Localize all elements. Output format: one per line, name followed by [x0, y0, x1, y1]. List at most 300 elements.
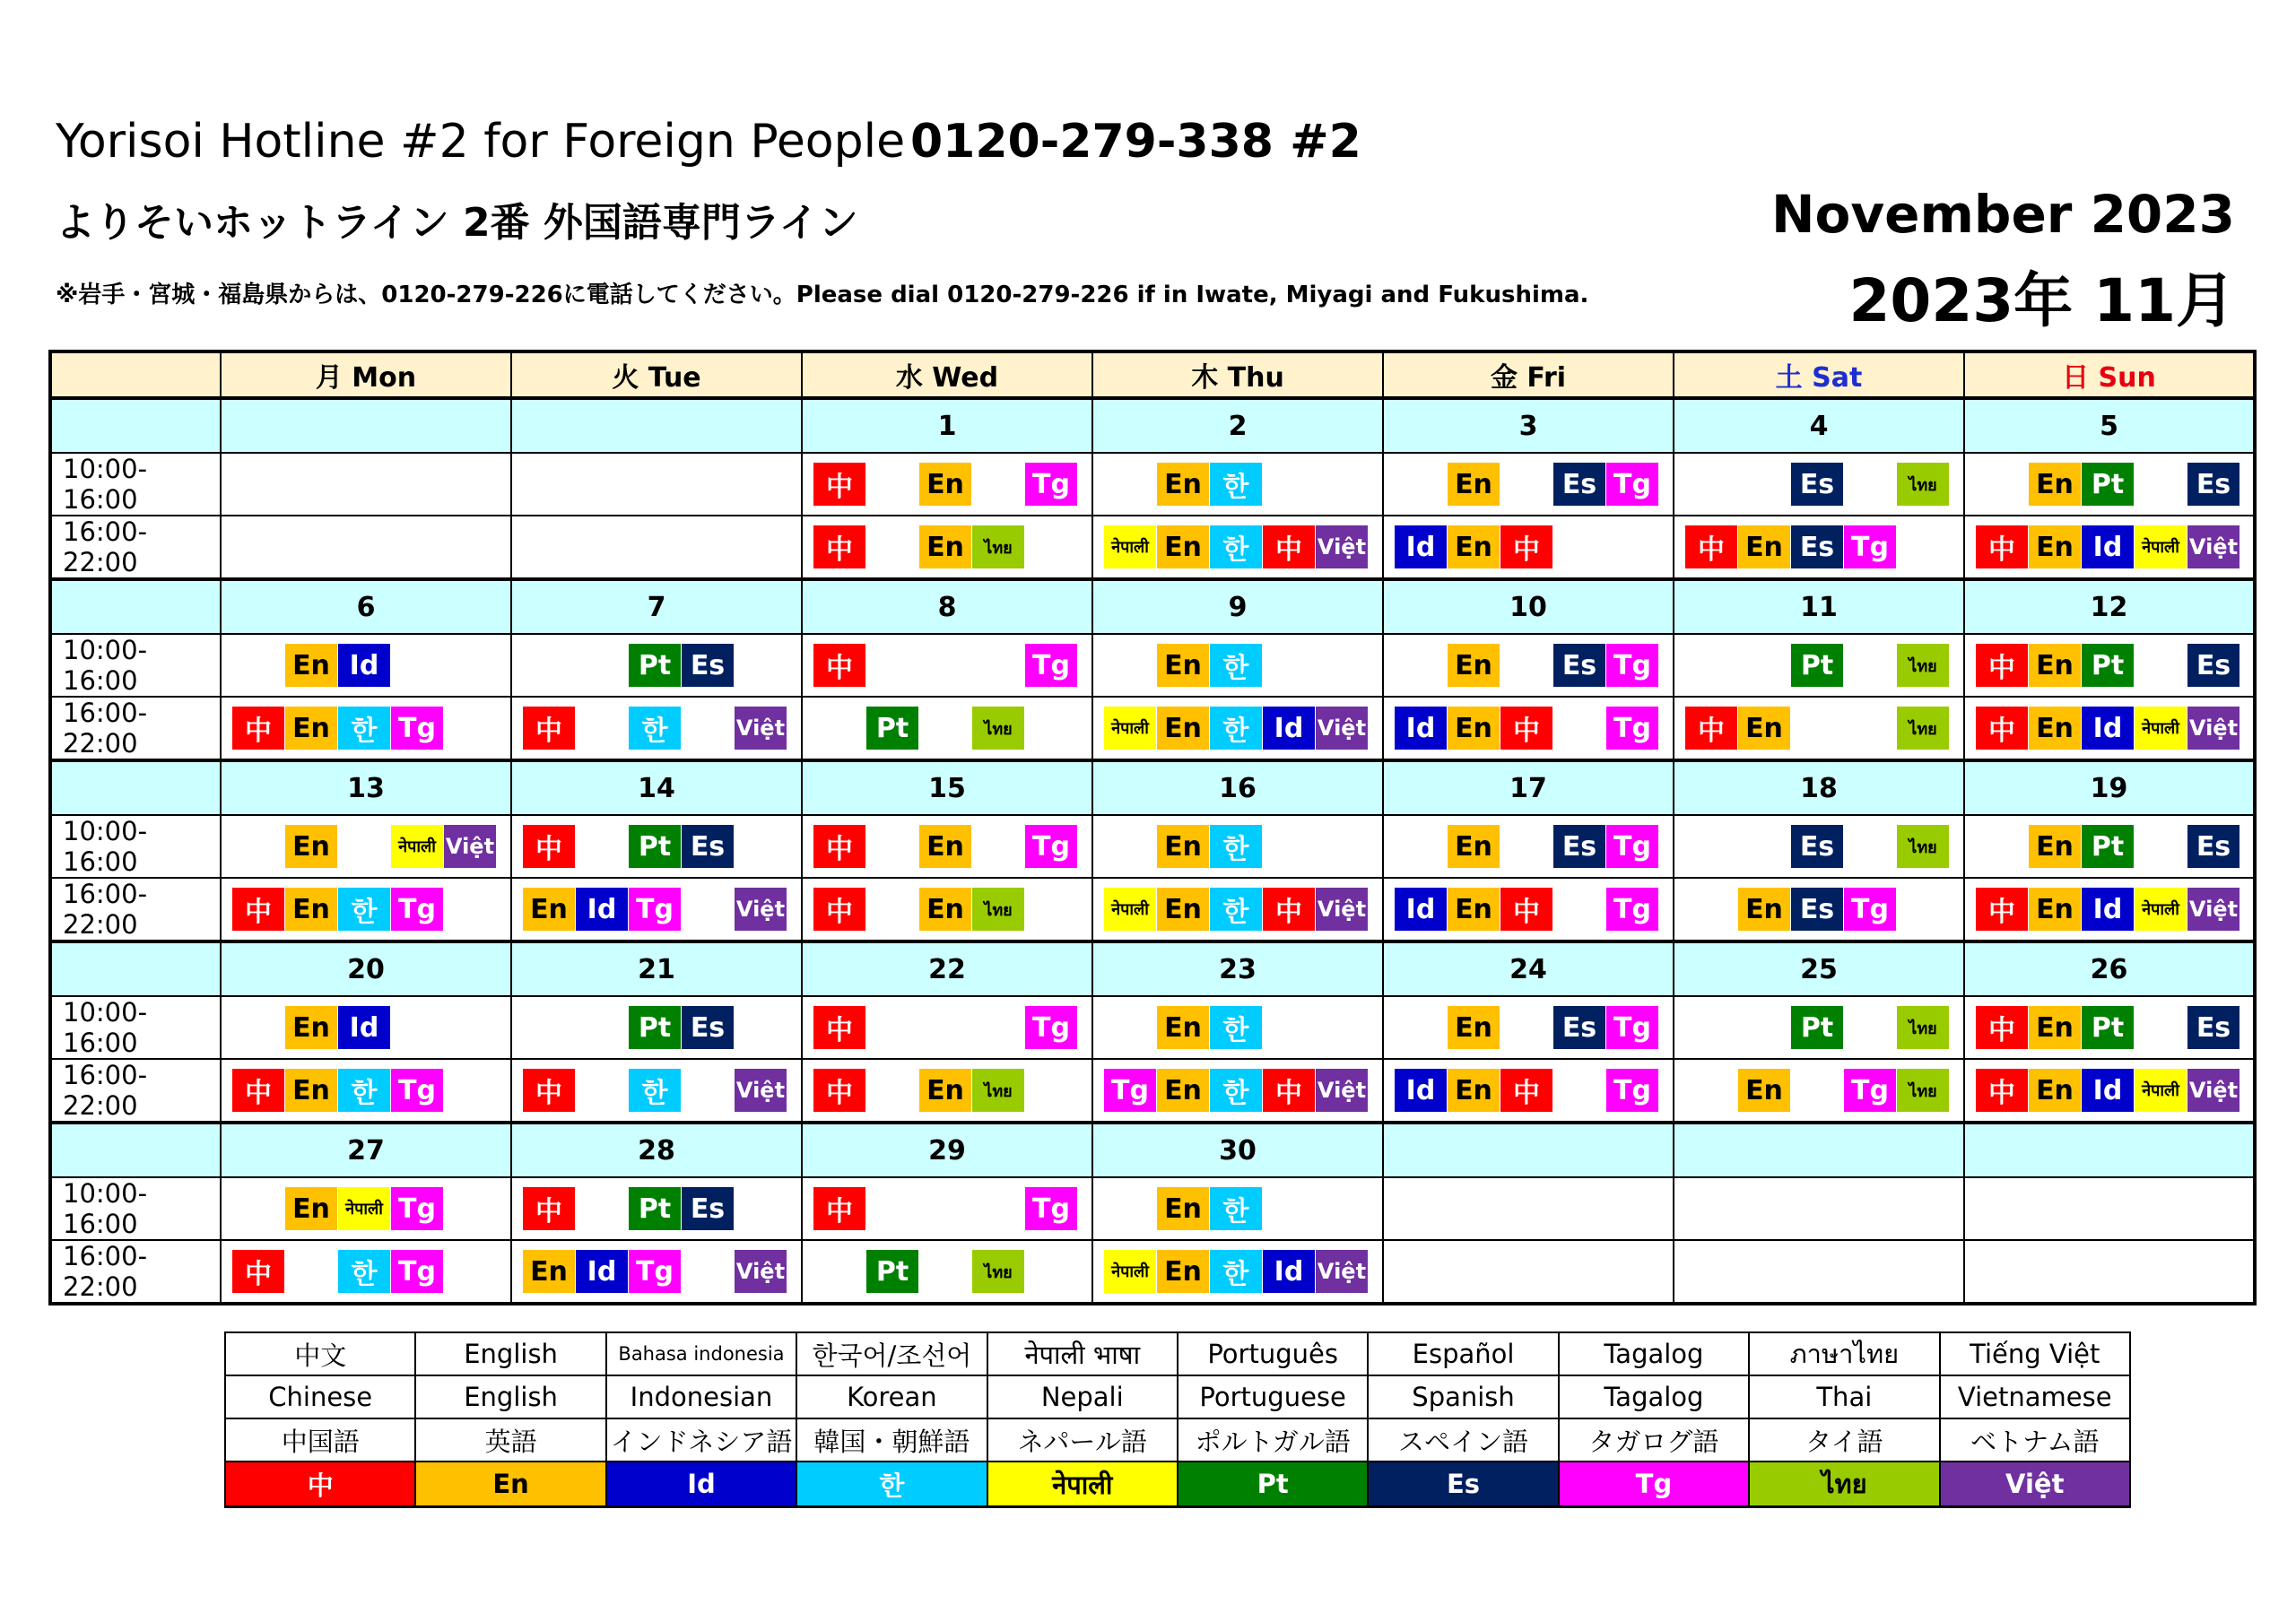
lang-chip-en: En: [1157, 888, 1209, 931]
legend-english-name: Korean: [796, 1375, 987, 1418]
lang-chip-en: En: [1448, 1069, 1500, 1112]
day-slot-cell: [1964, 634, 2255, 697]
lang-chip-ne: नेपाली: [2135, 707, 2187, 750]
weekday-sat: 土 Sat: [1674, 351, 1964, 398]
language-chip-group: [803, 516, 1091, 577]
lang-chip-tg: Tg: [391, 1187, 443, 1230]
lang-chip-zh: 中: [1976, 1006, 2028, 1049]
lang-chip-en: En: [523, 1250, 575, 1293]
lang-chip-vi: Việt: [735, 888, 787, 931]
date-row: [50, 1123, 2255, 1177]
lang-chip-en: En: [919, 825, 971, 868]
lang-chip-ko: 한: [1210, 825, 1262, 868]
lang-chip-tg: Tg: [1606, 707, 1658, 750]
lang-chip-pt: Pt: [629, 825, 681, 868]
lang-chip-es: Es: [2187, 825, 2239, 868]
lang-chip-en: En: [2029, 707, 2081, 750]
lang-chip-tg: Tg: [1606, 1069, 1658, 1112]
day-slot-cell: [511, 453, 802, 516]
day-slot-cell: [511, 996, 802, 1059]
lang-chip-en: En: [1448, 1006, 1500, 1049]
language-chip-group: [222, 1241, 510, 1302]
lang-chip-ne: नेपाली: [391, 825, 443, 868]
language-chip-group: [1674, 635, 1963, 696]
date-number: [1383, 1123, 1674, 1177]
lang-chip-pt: Pt: [2082, 463, 2134, 506]
lang-chip-es: Es: [1553, 1006, 1605, 1049]
language-chip-group: [512, 997, 801, 1058]
lang-chip-tg: Tg: [1025, 463, 1077, 506]
date-row: [50, 941, 2255, 996]
lang-chip-en: En: [1157, 1006, 1209, 1049]
lang-chip-zh: 中: [1685, 707, 1737, 750]
hotline-title-en: Yorisoi Hotline #2 for Foreign People: [56, 115, 906, 169]
lang-chip-en: En: [2029, 1006, 2081, 1049]
lang-chip-pt: Pt: [866, 707, 918, 750]
month-title-ja: 2023年 11月: [1848, 266, 2235, 335]
language-chip-group: [803, 635, 1091, 696]
lang-chip-tg: Tg: [391, 707, 443, 750]
lang-chip-tg: Tg: [1844, 525, 1896, 568]
legend-row-japanese: [225, 1418, 2130, 1462]
lang-chip-es: Es: [1791, 463, 1843, 506]
lang-chip-id: Id: [1263, 1250, 1315, 1293]
legend-abbreviation: Pt: [1178, 1462, 1368, 1507]
lang-chip-en: En: [285, 1069, 337, 1112]
date-row-label-cell: [50, 760, 221, 815]
day-slot-cell: [1964, 697, 2255, 760]
lang-chip-en: En: [2029, 644, 2081, 687]
lang-chip-en: En: [919, 463, 971, 506]
language-chip-group: [1965, 1178, 2253, 1239]
date-row-label-cell: [50, 579, 221, 634]
lang-chip-ne: नेपाली: [1104, 1250, 1156, 1293]
lang-chip-zh: 中: [813, 888, 865, 931]
language-chip-group: [1093, 879, 1382, 940]
lang-chip-zh: 中: [523, 825, 575, 868]
language-chip-group: [1093, 816, 1382, 877]
lang-chip-th: ไทย: [972, 525, 1024, 568]
lang-chip-ko: 한: [338, 1069, 390, 1112]
lang-chip-zh: 中: [813, 525, 865, 568]
language-chip-group: [512, 879, 801, 940]
language-chip-group: [1965, 879, 2253, 940]
time-slot-row: [50, 996, 2255, 1059]
day-slot-cell: [1674, 1177, 1964, 1240]
lang-chip-vi: Việt: [1316, 707, 1368, 750]
lang-chip-id: Id: [1263, 707, 1315, 750]
date-row: [50, 579, 2255, 634]
lang-chip-zh: 中: [813, 1006, 865, 1049]
language-chip-group: [1674, 698, 1963, 759]
corner-cell: [50, 351, 221, 398]
lang-chip-pt: Pt: [629, 644, 681, 687]
lang-chip-tg: Tg: [1025, 825, 1077, 868]
lang-chip-en: En: [1157, 1187, 1209, 1230]
legend-native-name: Tagalog: [1559, 1332, 1749, 1375]
legend-native-name: 中文: [225, 1332, 415, 1375]
legend-japanese-name: タガログ語: [1559, 1418, 1749, 1462]
language-chip-group: [1093, 516, 1382, 577]
lang-chip-tg: Tg: [1844, 1069, 1896, 1112]
language-chip-group: [1965, 816, 2253, 877]
day-slot-cell: [511, 697, 802, 760]
day-slot-cell: [1674, 878, 1964, 941]
legend-english-name: Indonesian: [606, 1375, 796, 1418]
weekday-tue: 火 Tue: [511, 351, 802, 398]
day-slot-cell: [511, 1240, 802, 1304]
legend-abbreviation: En: [415, 1462, 605, 1507]
legend-abbreviation: ไทย: [1749, 1462, 1939, 1507]
date-number: 8: [802, 579, 1092, 634]
lang-chip-pt: Pt: [629, 1187, 681, 1230]
lang-chip-vi: Việt: [735, 1250, 787, 1293]
lang-chip-zh: 中: [1500, 707, 1552, 750]
lang-chip-en: En: [285, 644, 337, 687]
lang-chip-en: En: [2029, 1069, 2081, 1112]
lang-chip-en: En: [285, 707, 337, 750]
lang-chip-vi: Việt: [2187, 525, 2239, 568]
lang-chip-zh: 中: [813, 1069, 865, 1112]
language-chip-group: [222, 816, 510, 877]
date-number: 2: [1092, 398, 1383, 453]
lang-chip-es: Es: [682, 825, 734, 868]
date-number: 16: [1092, 760, 1383, 815]
lang-chip-vi: Việt: [1316, 888, 1368, 931]
lang-chip-id: Id: [1395, 888, 1447, 931]
date-number: 12: [1964, 579, 2255, 634]
language-chip-group: [1965, 516, 2253, 577]
lang-chip-id: Id: [1395, 707, 1447, 750]
lang-chip-es: Es: [2187, 463, 2239, 506]
date-number: 21: [511, 941, 802, 996]
month-title-en: November 2023: [1770, 184, 2235, 245]
lang-chip-zh: 中: [232, 888, 284, 931]
lang-chip-zh: 中: [1263, 1069, 1315, 1112]
lang-chip-id: Id: [338, 1006, 390, 1049]
time-slot-label: 10:00-16:00: [50, 634, 221, 697]
language-chip-group: [222, 879, 510, 940]
time-slot-label: 10:00-16:00: [50, 453, 221, 516]
language-chip-group: [1965, 635, 2253, 696]
lang-chip-en: En: [1448, 707, 1500, 750]
date-number: 13: [221, 760, 511, 815]
lang-chip-en: En: [1738, 707, 1790, 750]
legend-english-name: Chinese: [225, 1375, 415, 1418]
date-number: 28: [511, 1123, 802, 1177]
lang-chip-pt: Pt: [2082, 644, 2134, 687]
lang-chip-en: En: [2029, 888, 2081, 931]
legend-row-abbr: [225, 1462, 2130, 1507]
date-number: 17: [1383, 760, 1674, 815]
day-slot-cell: [1383, 697, 1674, 760]
lang-chip-zh: 中: [523, 707, 575, 750]
language-chip-group: [512, 635, 801, 696]
lang-chip-vi: Việt: [735, 1069, 787, 1112]
lang-chip-en: En: [1448, 525, 1500, 568]
lang-chip-pt: Pt: [866, 1250, 918, 1293]
legend-abbreviation: 中: [225, 1462, 415, 1507]
lang-chip-ko: 한: [1210, 644, 1262, 687]
day-slot-cell: [1092, 634, 1383, 697]
day-slot-cell: [1674, 1059, 1964, 1123]
time-slot-row: [50, 516, 2255, 579]
date-number: [1964, 1123, 2255, 1177]
lang-chip-en: En: [1448, 888, 1500, 931]
language-chip-group: [1965, 997, 2253, 1058]
day-slot-cell: [1092, 697, 1383, 760]
calendar-body: [50, 398, 2255, 1304]
language-chip-group: [222, 454, 510, 515]
lang-chip-th: ไทย: [972, 1069, 1024, 1112]
legend-native-name: नेपाली भाषा: [987, 1332, 1178, 1375]
lang-chip-th: ไทย: [1897, 1069, 1949, 1112]
day-slot-cell: [511, 1059, 802, 1123]
legend-native-name: Español: [1368, 1332, 1558, 1375]
language-chip-group: [803, 454, 1091, 515]
language-chip-group: [1674, 1241, 1963, 1302]
lang-chip-tg: Tg: [391, 1069, 443, 1112]
day-slot-cell: [1964, 516, 2255, 579]
date-number: 10: [1383, 579, 1674, 634]
weekday-fri: 金 Fri: [1383, 351, 1674, 398]
lang-chip-en: En: [919, 1069, 971, 1112]
date-row-label-cell: [50, 1123, 221, 1177]
day-slot-cell: [1092, 516, 1383, 579]
day-slot-cell: [802, 996, 1092, 1059]
date-number: [221, 398, 511, 453]
time-slot-row: [50, 697, 2255, 760]
language-chip-group: [1384, 816, 1673, 877]
language-chip-group: [222, 516, 510, 577]
day-slot-cell: [1383, 815, 1674, 878]
lang-chip-vi: Việt: [1316, 1069, 1368, 1112]
lang-chip-id: Id: [2082, 707, 2134, 750]
lang-chip-zh: 中: [813, 825, 865, 868]
lang-chip-id: Id: [2082, 1069, 2134, 1112]
day-slot-cell: [802, 1177, 1092, 1240]
day-slot-cell: [1383, 1240, 1674, 1304]
day-slot-cell: [221, 634, 511, 697]
date-number: 11: [1674, 579, 1964, 634]
language-chip-group: [512, 516, 801, 577]
lang-chip-zh: 中: [1976, 707, 2028, 750]
lang-chip-es: Es: [682, 644, 734, 687]
weekday-sun: 日 Sun: [1964, 351, 2255, 398]
lang-chip-zh: 中: [1976, 1069, 2028, 1112]
lang-chip-ko: 한: [338, 888, 390, 931]
language-chip-group: [1674, 1178, 1963, 1239]
lang-chip-ko: 한: [1210, 888, 1262, 931]
day-slot-cell: [221, 996, 511, 1059]
legend-japanese-name: スペイン語: [1368, 1418, 1558, 1462]
legend-english-name: Portuguese: [1178, 1375, 1368, 1418]
hotline-title-ja: よりそいホットライン 2番 外国語専門ライン: [56, 200, 858, 246]
date-number: 5: [1964, 398, 2255, 453]
language-chip-group: [1674, 516, 1963, 577]
language-chip-group: [222, 997, 510, 1058]
language-chip-group: [512, 1178, 801, 1239]
language-chip-group: [1093, 635, 1382, 696]
day-slot-cell: [221, 1177, 511, 1240]
day-slot-cell: [221, 1059, 511, 1123]
lang-chip-zh: 中: [523, 1069, 575, 1112]
legend-abbreviation: Việt: [1940, 1462, 2130, 1507]
language-chip-group: [512, 1060, 801, 1121]
lang-chip-es: Es: [682, 1006, 734, 1049]
lang-chip-tg: Tg: [1606, 463, 1658, 506]
date-number: 26: [1964, 941, 2255, 996]
lang-chip-ne: नेपाली: [2135, 525, 2187, 568]
lang-chip-ko: 한: [1210, 707, 1262, 750]
lang-chip-ne: नेपाली: [2135, 888, 2187, 931]
language-chip-group: [1674, 1060, 1963, 1121]
time-slot-row: [50, 878, 2255, 941]
lang-chip-th: ไทย: [972, 888, 1024, 931]
legend-english-name: English: [415, 1375, 605, 1418]
lang-chip-en: En: [919, 525, 971, 568]
language-chip-group: [1093, 698, 1382, 759]
language-chip-group: [512, 698, 801, 759]
lang-chip-tg: Tg: [391, 888, 443, 931]
lang-chip-zh: 中: [1500, 525, 1552, 568]
legend-japanese-name: タイ語: [1749, 1418, 1939, 1462]
lang-chip-th: ไทย: [1897, 463, 1949, 506]
time-slot-label: 16:00-22:00: [50, 697, 221, 760]
day-slot-cell: [1964, 1240, 2255, 1304]
time-slot-label: 10:00-16:00: [50, 996, 221, 1059]
lang-chip-tg: Tg: [629, 888, 681, 931]
lang-chip-zh: 中: [813, 1187, 865, 1230]
lang-chip-vi: Việt: [2187, 707, 2239, 750]
lang-chip-tg: Tg: [1606, 1006, 1658, 1049]
lang-chip-ko: 한: [338, 707, 390, 750]
day-slot-cell: [1092, 815, 1383, 878]
lang-chip-vi: Việt: [2187, 1069, 2239, 1112]
lang-chip-en: En: [1157, 707, 1209, 750]
language-chip-group: [803, 816, 1091, 877]
language-chip-group: [803, 1178, 1091, 1239]
language-schedule-calendar: [48, 350, 2257, 1305]
day-slot-cell: [1674, 815, 1964, 878]
lang-chip-es: Es: [682, 1187, 734, 1230]
day-slot-cell: [802, 516, 1092, 579]
lang-chip-en: En: [285, 1187, 337, 1230]
lang-chip-es: Es: [1553, 825, 1605, 868]
lang-chip-en: En: [285, 825, 337, 868]
language-chip-group: [1674, 997, 1963, 1058]
legend-row-native: [225, 1332, 2130, 1375]
lang-chip-en: En: [1448, 644, 1500, 687]
day-slot-cell: [511, 1177, 802, 1240]
lang-chip-tg: Tg: [391, 1250, 443, 1293]
lang-chip-vi: Việt: [444, 825, 496, 868]
lang-chip-vi: Việt: [2187, 888, 2239, 931]
day-slot-cell: [1383, 1059, 1674, 1123]
day-slot-cell: [1674, 453, 1964, 516]
lang-chip-en: En: [1157, 1069, 1209, 1112]
day-slot-cell: [511, 878, 802, 941]
lang-chip-ne: नेपाली: [338, 1187, 390, 1230]
lang-chip-pt: Pt: [1791, 1006, 1843, 1049]
language-chip-group: [1384, 698, 1673, 759]
lang-chip-vi: Việt: [1316, 525, 1368, 568]
lang-chip-en: En: [1157, 1250, 1209, 1293]
lang-chip-en: En: [1738, 1069, 1790, 1112]
lang-chip-ko: 한: [629, 707, 681, 750]
day-slot-cell: [221, 1240, 511, 1304]
hotline-phone-number: 0120-279-338 #2: [910, 115, 1361, 169]
legend-native-name: ภาษาไทย: [1749, 1332, 1939, 1375]
date-number: 22: [802, 941, 1092, 996]
language-chip-group: [1384, 516, 1673, 577]
language-chip-group: [1674, 816, 1963, 877]
date-number: 1: [802, 398, 1092, 453]
lang-chip-es: Es: [1553, 644, 1605, 687]
language-chip-group: [1093, 1060, 1382, 1121]
legend-english-name: Thai: [1749, 1375, 1939, 1418]
lang-chip-th: ไทย: [1897, 1006, 1949, 1049]
date-number: 6: [221, 579, 511, 634]
lang-chip-tg: Tg: [629, 1250, 681, 1293]
day-slot-cell: [1964, 815, 2255, 878]
language-legend: [224, 1331, 2131, 1508]
legend-japanese-name: ベトナム語: [1940, 1418, 2130, 1462]
lang-chip-zh: 中: [1976, 644, 2028, 687]
lang-chip-tg: Tg: [1025, 1187, 1077, 1230]
language-chip-group: [512, 816, 801, 877]
language-chip-group: [1965, 1060, 2253, 1121]
lang-chip-zh: 中: [1263, 888, 1315, 931]
language-chip-group: [1093, 1241, 1382, 1302]
lang-chip-en: En: [523, 888, 575, 931]
date-number: 7: [511, 579, 802, 634]
time-slot-label: 16:00-22:00: [50, 1059, 221, 1123]
day-slot-cell: [1383, 1177, 1674, 1240]
lang-chip-zh: 中: [813, 644, 865, 687]
language-chip-group: [222, 635, 510, 696]
date-number: 14: [511, 760, 802, 815]
time-slot-row: [50, 453, 2255, 516]
day-slot-cell: [1092, 1240, 1383, 1304]
weekday-wed: 水 Wed: [802, 351, 1092, 398]
language-chip-group: [512, 454, 801, 515]
lang-chip-ne: नेपाली: [1104, 707, 1156, 750]
lang-chip-en: En: [2029, 463, 2081, 506]
lang-chip-en: En: [2029, 525, 2081, 568]
language-chip-group: [512, 1241, 801, 1302]
lang-chip-id: Id: [2082, 525, 2134, 568]
date-number: 30: [1092, 1123, 1383, 1177]
legend-abbreviation: Id: [606, 1462, 796, 1507]
lang-chip-zh: 中: [523, 1187, 575, 1230]
day-slot-cell: [511, 815, 802, 878]
lang-chip-es: Es: [1553, 463, 1605, 506]
day-slot-cell: [1092, 996, 1383, 1059]
language-chip-group: [1674, 879, 1963, 940]
language-chip-group: [1965, 698, 2253, 759]
lang-chip-es: Es: [1791, 825, 1843, 868]
day-slot-cell: [1383, 996, 1674, 1059]
legend-abbreviation: Es: [1368, 1462, 1558, 1507]
regional-dial-note: ※岩手・宮城・福島県からは、0120-279-226に電話してください。Please dial 0120-279-226 if in Iwate, Miyagi and Fukushima.: [56, 282, 1589, 308]
time-slot-row: [50, 634, 2255, 697]
lang-chip-es: Es: [1791, 888, 1843, 931]
time-slot-row: [50, 1059, 2255, 1123]
date-number: 4: [1674, 398, 1964, 453]
lang-chip-zh: 中: [1685, 525, 1737, 568]
time-slot-label: 16:00-22:00: [50, 516, 221, 579]
